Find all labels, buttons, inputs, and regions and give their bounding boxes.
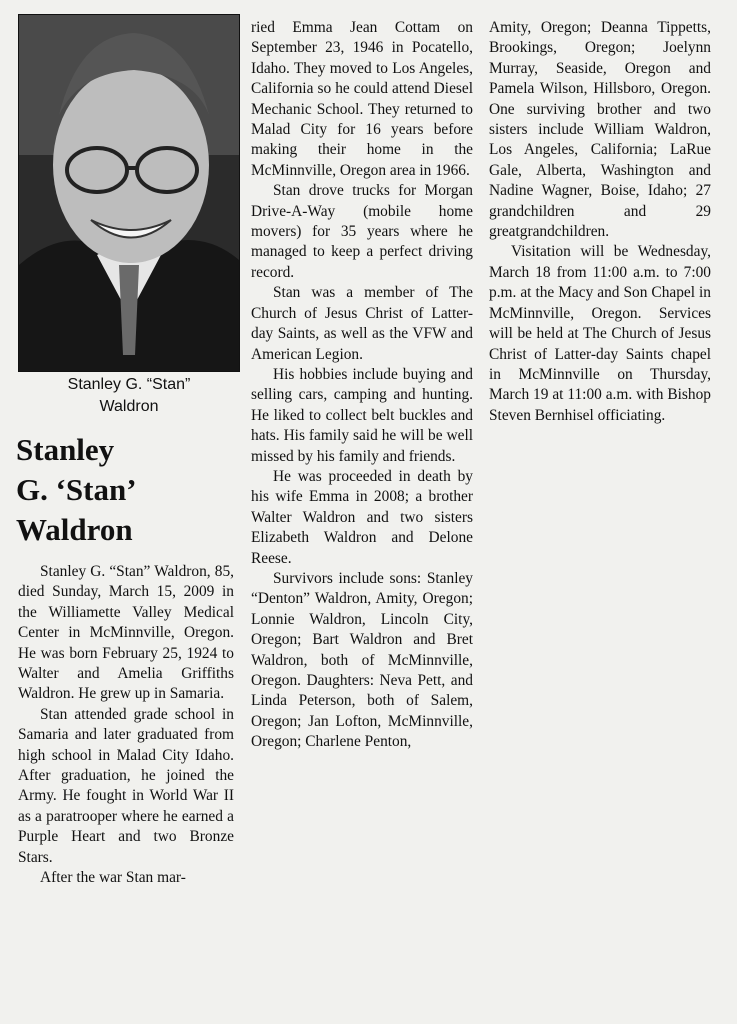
portrait-image xyxy=(19,15,239,371)
paragraph: Amity, Oregon; Deanna Tippetts, Brookings, Oregon; Joelynn Murray, Seaside, Oregon and Pamela Wilson, Hillsboro, Oregon. One surviving brother and two sisters include William Waldron, Los Angeles, California; LaRue Gale, Alberta, Washington and Nadine Wagner, Boise, Idaho; 27 grandchildren and 29 greatgrandchildren. xyxy=(489,19,711,241)
paragraph: Survivors include sons: Stanley “Denton” Waldron, Amity, Oregon; Lonnie Waldron, Lincoln City, Oregon; Bart Waldron and Bret Waldron, both of McMinnville, Oregon. Daughters: Neva Pett, and Linda Peterson, both of Salem, Oregon; Jan Lofton, McMinnville, Oregon; Charlene Penton, xyxy=(251,569,473,751)
paragraph: Stan attended grade school in Samaria and later graduated from high school in Malad City Idaho. After graduation, he joined the Army. He fought in World War II as a paratrooper where he earned a Purple Heart and two Bronze Stars. xyxy=(18,705,234,866)
paragraph: Stan was a member of The Church of Jesus Christ of Latter-day Saints, as well as the VFW and American Legion. xyxy=(251,284,473,363)
paragraph: ried Emma Jean Cottam on September 23, 1946 in Pocatello, Idaho. They moved to Los Angeles, California so he could attend Diesel Mechanic School. They returned to Malad City for 16 years before making their home in the McMinnville, Oregon area in 1966. xyxy=(251,19,473,179)
paragraph: Visitation will be Wednesday, March 18 from 11:00 a.m. to 7:00 p.m. at the Macy and Son Chapel in McMinnville, Oregon. Services will be held at The Church of Jesus Christ of Latter-day Saints chapel in McMinnville on Thursday, March 19 at 11:00 a.m. with Bishop Steven Bernhisel officiating. xyxy=(489,243,711,424)
portrait-photo xyxy=(18,14,240,372)
paragraph: He was proceeded in death by his wife Emma in 2008; a brother Walter Waldron and two sisters Elizabeth Waldron and Delone Reese. xyxy=(251,467,473,567)
paragraph: After the war Stan mar- xyxy=(40,869,186,887)
obituary-headline xyxy=(16,430,246,550)
article-column-1 xyxy=(18,562,234,889)
paragraph: Stanley G. “Stan” Waldron, 85, died Sunday, March 15, 2009 in the Williamette Valley Medical Center in McMinnville, Oregon. He was born February 25, 1924 to Walter and Amelia Griffiths Waldron. He grew up in Samaria. xyxy=(18,563,234,703)
article-column-2 xyxy=(251,18,473,753)
article-column-3 xyxy=(489,18,711,426)
paragraph: His hobbies include buying and selling cars, camping and hunting. He liked to collect belt buckles and hats. His family said he will be well missed by his family and friends. xyxy=(251,365,473,465)
headline-line-2: G. ‘Stan’ xyxy=(16,472,137,507)
photo-caption xyxy=(18,374,240,418)
caption-line-2: Waldron xyxy=(99,398,159,415)
headline-line-3: Waldron xyxy=(16,512,133,547)
caption-line-1: Stanley G. “Stan” xyxy=(67,376,191,393)
headline-line-1: Stanley xyxy=(16,432,115,467)
paragraph: Stan drove trucks for Morgan Drive-A-Way (mobile home movers) for 35 years where he managed to keep a perfect driving record. xyxy=(251,182,473,281)
